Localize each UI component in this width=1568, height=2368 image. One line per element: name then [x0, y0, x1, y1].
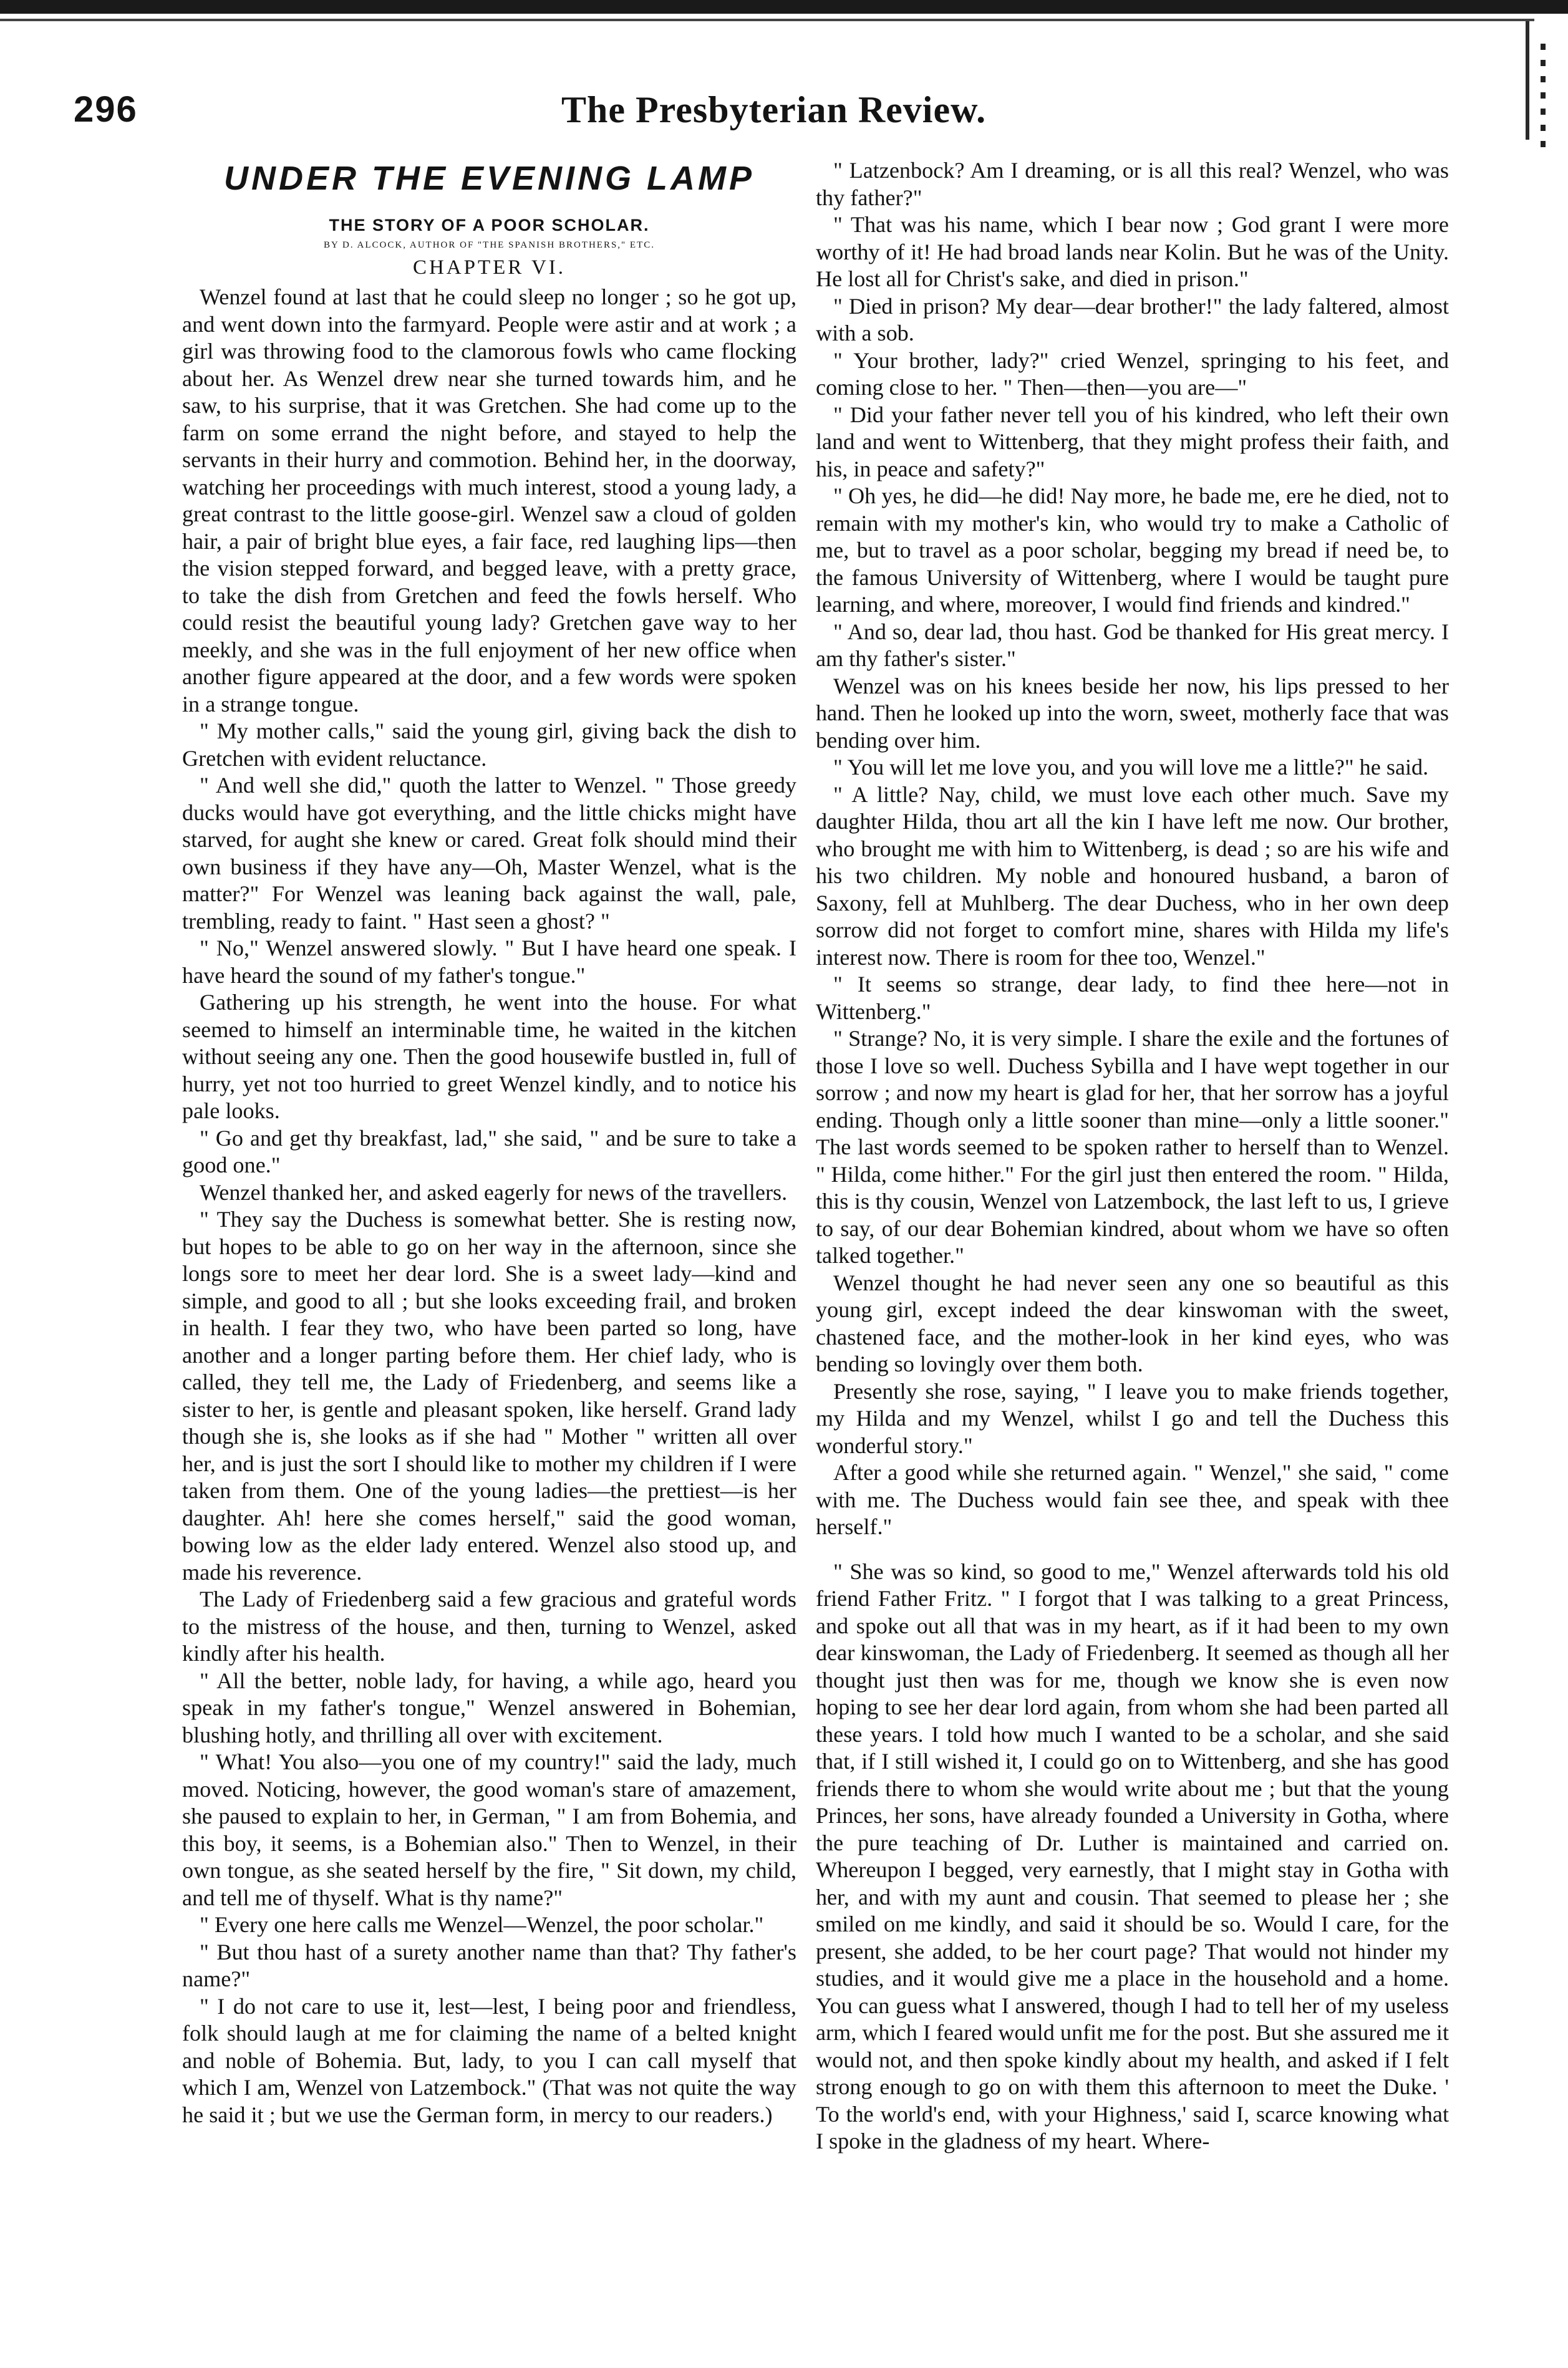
paragraph: " She was so kind, so good to me," Wenzel afterwards told his old friend Father Fritz. " I forgot that I was talking to a great Princess, and spoke out all that was in my heart, as if it had been to my own dear kinswoman, the Lady of Friedenberg. It seemed as though all her thought just then was for me, though we know she is even now hoping to see her dear lord again, from whom she had been parted all these years. I told how much I wanted to be a scholar, and she said that, if I still wished it, I could go on to Wittenberg, and she has good friends there to whom she would write about me ; but that the young Princes, her sons, have already founded a University in Gotha, where the pure teaching of Dr. Luther is maintained and carried on. Whereupon I begged, very earnestly, that I might stay in Gotha with her, and with my aunt and cousin. That seemed to please her ; she smiled on me kindly, and said it should be so. Would I care, for the present, she added, to be her court page? That would not hinder my studies, and it would give me a place in the household and a home. You can guess what I answered, though I had to tell her of my useless arm, which I feared would unfit me for the post. But she assured me it would not, and then spoke kindly about my health, and asked if I felt strong enough to go on with them this afternoon to meet the Duke. ' To the world's end, with your Highness,' said I, scarce knowing what I spoke in the gladness of my heart. Where- — [816, 1559, 1449, 2153]
paragraph: Wenzel thanked her, and asked eagerly for news of the travellers. — [200, 1179, 788, 1205]
paragraph: " But thou hast of a surety another name than that? Thy father's name?" — [182, 1939, 796, 1991]
top-border-rule — [0, 0, 1568, 14]
paragraph: " All the better, noble lady, for having, a while ago, heard you speak in my father's tongue," Wenzel answered in Bohemian, blushing hotly, and thrilling all over with excitement. — [182, 1668, 796, 1747]
paragraph: Wenzel thought he had never seen any one so beautiful as this young girl, except indeed the dear kinswoman with the sweet, chastened face, and the mother-look in her kind eyes, who was bending so lovingly over them both. — [816, 1270, 1449, 1376]
paragraph: " Your brother, lady?" cried Wenzel, springing to his feet, and coming close to her. " Then—then—you are—" — [816, 347, 1449, 400]
running-head: The Presbyterian Review. — [561, 89, 987, 130]
paragraph: " And so, dear lad, thou hast. God be thanked for His great mercy. I am thy father's sister." — [816, 619, 1449, 671]
right-column — [816, 157, 1449, 2155]
paragraph: " Latzenbock? Am I dreaming, or is all this real? Wenzel, who was thy father?" — [816, 158, 1449, 210]
paragraph: " Every one here calls me Wenzel—Wenzel, the poor scholar." — [200, 1912, 764, 1937]
paragraph: " My mother calls," said the young girl, giving back the dish to Gretchen with evident reluctance. — [182, 718, 796, 771]
paragraph: " And well she did," quoth the latter to Wenzel. " Those greedy ducks would have got everything, and the little chicks might have starved, for aught she knew or cared. Great folk should mind their own business if they have any—Oh, Master Wenzel, what is the matter?" For Wenzel was leaning back against the wall, pale, trembling, ready to faint. " Hast seen a ghost? " — [182, 773, 796, 934]
paragraph: " What! You also—you one of my country!" said the lady, much moved. Noticing, however, the good woman's stare of amazement, she paused to explain to her, in German, " I am from Bohemia, and this boy, it seems, is a Bohemian also." Then to Wenzel, in their own tongue, as she seated herself by the fire, " Sit down, my child, and tell me of thyself. What is thy name?" — [182, 1749, 796, 1910]
paragraph: " Died in prison? My dear—dear brother!" the lady faltered, almost with a sob. — [816, 293, 1449, 346]
paragraph: Presently she rose, saying, " I leave you to make friends together, my Hilda and my Wenzel, whilst I go and tell the Duchess this wonderful story." — [816, 1378, 1449, 1458]
paragraph: " Oh yes, he did—he did! Nay more, he bade me, ere he died, not to remain with my mother's kin, who would try to make a Catholic of me, but to travel as a poor scholar, begging my bread if need be, to the famous University of Wittenberg, where I would be taught pure learning, and where, moreover, I would find friends and kindred." — [816, 483, 1449, 617]
paragraph: " I do not care to use it, lest—lest, I being poor and friendless, folk should laugh at me for claiming the name of a belted knight and noble of Bohemia. But, lady, to you I can call myself that which I am, Wenzel von Latzembock." (That was not quite the way he said it ; but we use the German form, in mercy to our readers.) — [182, 1993, 796, 2127]
paragraph: The Lady of Friedenberg said a few gracious and grateful words to the mistress of the house, and then, turning to Wenzel, asked kindly after his health. — [182, 1587, 796, 1666]
binding-margin-line — [1526, 21, 1529, 140]
paragraph: " Go and get thy breakfast, lad," she said, " and be sure to take a good one." — [182, 1125, 796, 1177]
story-title: THE STORY OF A POOR SCHOLAR. — [329, 216, 650, 234]
left-column — [182, 159, 796, 2129]
paragraph: " It seems so strange, dear lady, to find thee here—not in Wittenberg." — [816, 972, 1449, 1024]
top-border-rule-thin — [0, 19, 1534, 21]
byline: BY D. ALCOCK, AUTHOR OF "THE SPANISH BROTHERS," ETC. — [323, 240, 656, 250]
paragraph: Gathering up his strength, he went into the house. For what seemed to himself an interminable time, he waited in the kitchen without seeing any one. Then the good housewife bustled in, full of hurry, yet not too hurried to greet Wenzel kindly, and to notice his pale looks. — [182, 990, 796, 1123]
chapter-heading: CHAPTER VI. — [412, 256, 566, 279]
paragraph: " A little? Nay, child, we must love each other much. Save my daughter Hilda, thou art all the kin I have left me now. Our brother, who brought me with him to Wittenberg, is dead ; so are his wife and his two children. My noble and honoured husband, a baron of Saxony, fell at Muhlberg. The dear Duchess, who in her own deep sorrow did not forget to comfort mine, shares with Hilda my life's interest now. There is room for thee too, Wenzel." — [816, 781, 1449, 970]
paragraph: " That was his name, which I bear now ; God grant I were more worthy of it! He had broad lands near Kolin. But he was of the Unity. He lost all for Christ's sake, and died in prison." — [816, 212, 1449, 291]
paragraph: " Did your father never tell you of his kindred, who left their own land and went to Wittenberg, that they might profess their faith, and his, in peace and safety?" — [816, 402, 1449, 481]
binding-margin-marks — [1541, 44, 1546, 156]
paragraph: " They say the Duchess is somewhat better. She is resting now, but hopes to be able to go on her way in the afternoon, since she longs sore to meet her dear lord. She is a sweet lady—kind and simple, and good to all ; but she looks exceeding frail, and broken in health. I fear they two, who have been parted so long, have another and a longer parting before them. Her chief lady, who is called, they tell me, the Lady of Friedenberg, and seems like a sister to her, is gentle and pleasant spoken, like herself. Grand lady though she is, she looks as if she had " Mother " written all over her, and is just the sort I should like to mother my children if I were taken from them. One of the young ladies—the prettiest—is her daughter. Ah! here she comes herself," said the good woman, bowing low as the elder lady entered. Wenzel also stood up, and made his reverence. — [182, 1207, 796, 1585]
section-title: UNDER THE EVENING LAMP — [223, 160, 755, 197]
paragraph: " You will let me love you, and you will love me a little?" he said. — [833, 755, 1429, 780]
paragraph: " Strange? No, it is very simple. I share the exile and the fortunes of those I love so well. Duchess Sybilla and I have wept together in our sorrow ; and now my heart is glad for her, that her sorrow has a joyful ending. Though only a little sooner than mine—only a little sooner." The last words seemed to be spoken rather to herself than to Wenzel. " Hilda, come hither." For the girl just then entered the room. " Hilda, this is thy cousin, Wenzel von Latzembock, the last left to us, I grieve to say, of our dear Bohemian kindred, about whom we have so often talked together." — [816, 1026, 1449, 1268]
paragraph: Wenzel found at last that he could sleep no longer ; so he got up, and went down into the farmyard. People were astir and at work ; a girl was throwing food to the clamorous fowls who came flocking about her. As Wenzel drew near she turned towards him, and he saw, to his surprise, that it was Gretchen. She had come up to the farm on some errand the night before, and stayed to help the servants in their hurry and commotion. Behind her, in the doorway, watching her proceedings with much interest, stood a young lady, a great contrast to the little goose-girl. Wenzel saw a cloud of golden hair, a pair of bright blue eyes, a fair face, red laughing lips—then the vision stepped forward, and begged leave, with a pretty grace, to take the dish from Gretchen and feed the fowls herself. Who could resist the beautiful young lady? Gretchen gave way to her meekly, and she was in the full enjoyment of her new office when another figure appeared at the door, and a few words were spoken in a strange tongue. — [182, 284, 796, 717]
paragraph: Wenzel was on his knees beside her now, his lips pressed to her hand. Then he looked up into the worn, sweet, motherly face that was bending over him. — [816, 673, 1449, 753]
page-number: 296 — [74, 89, 138, 130]
paragraph: " No," Wenzel answered slowly. " But I have heard one speak. I have heard the sound of my father's tongue." — [182, 935, 796, 988]
paragraph: After a good while she returned again. " Wenzel," she said, " come with me. The Duchess would fain see thee, and speak with thee herself." — [816, 1460, 1449, 1539]
